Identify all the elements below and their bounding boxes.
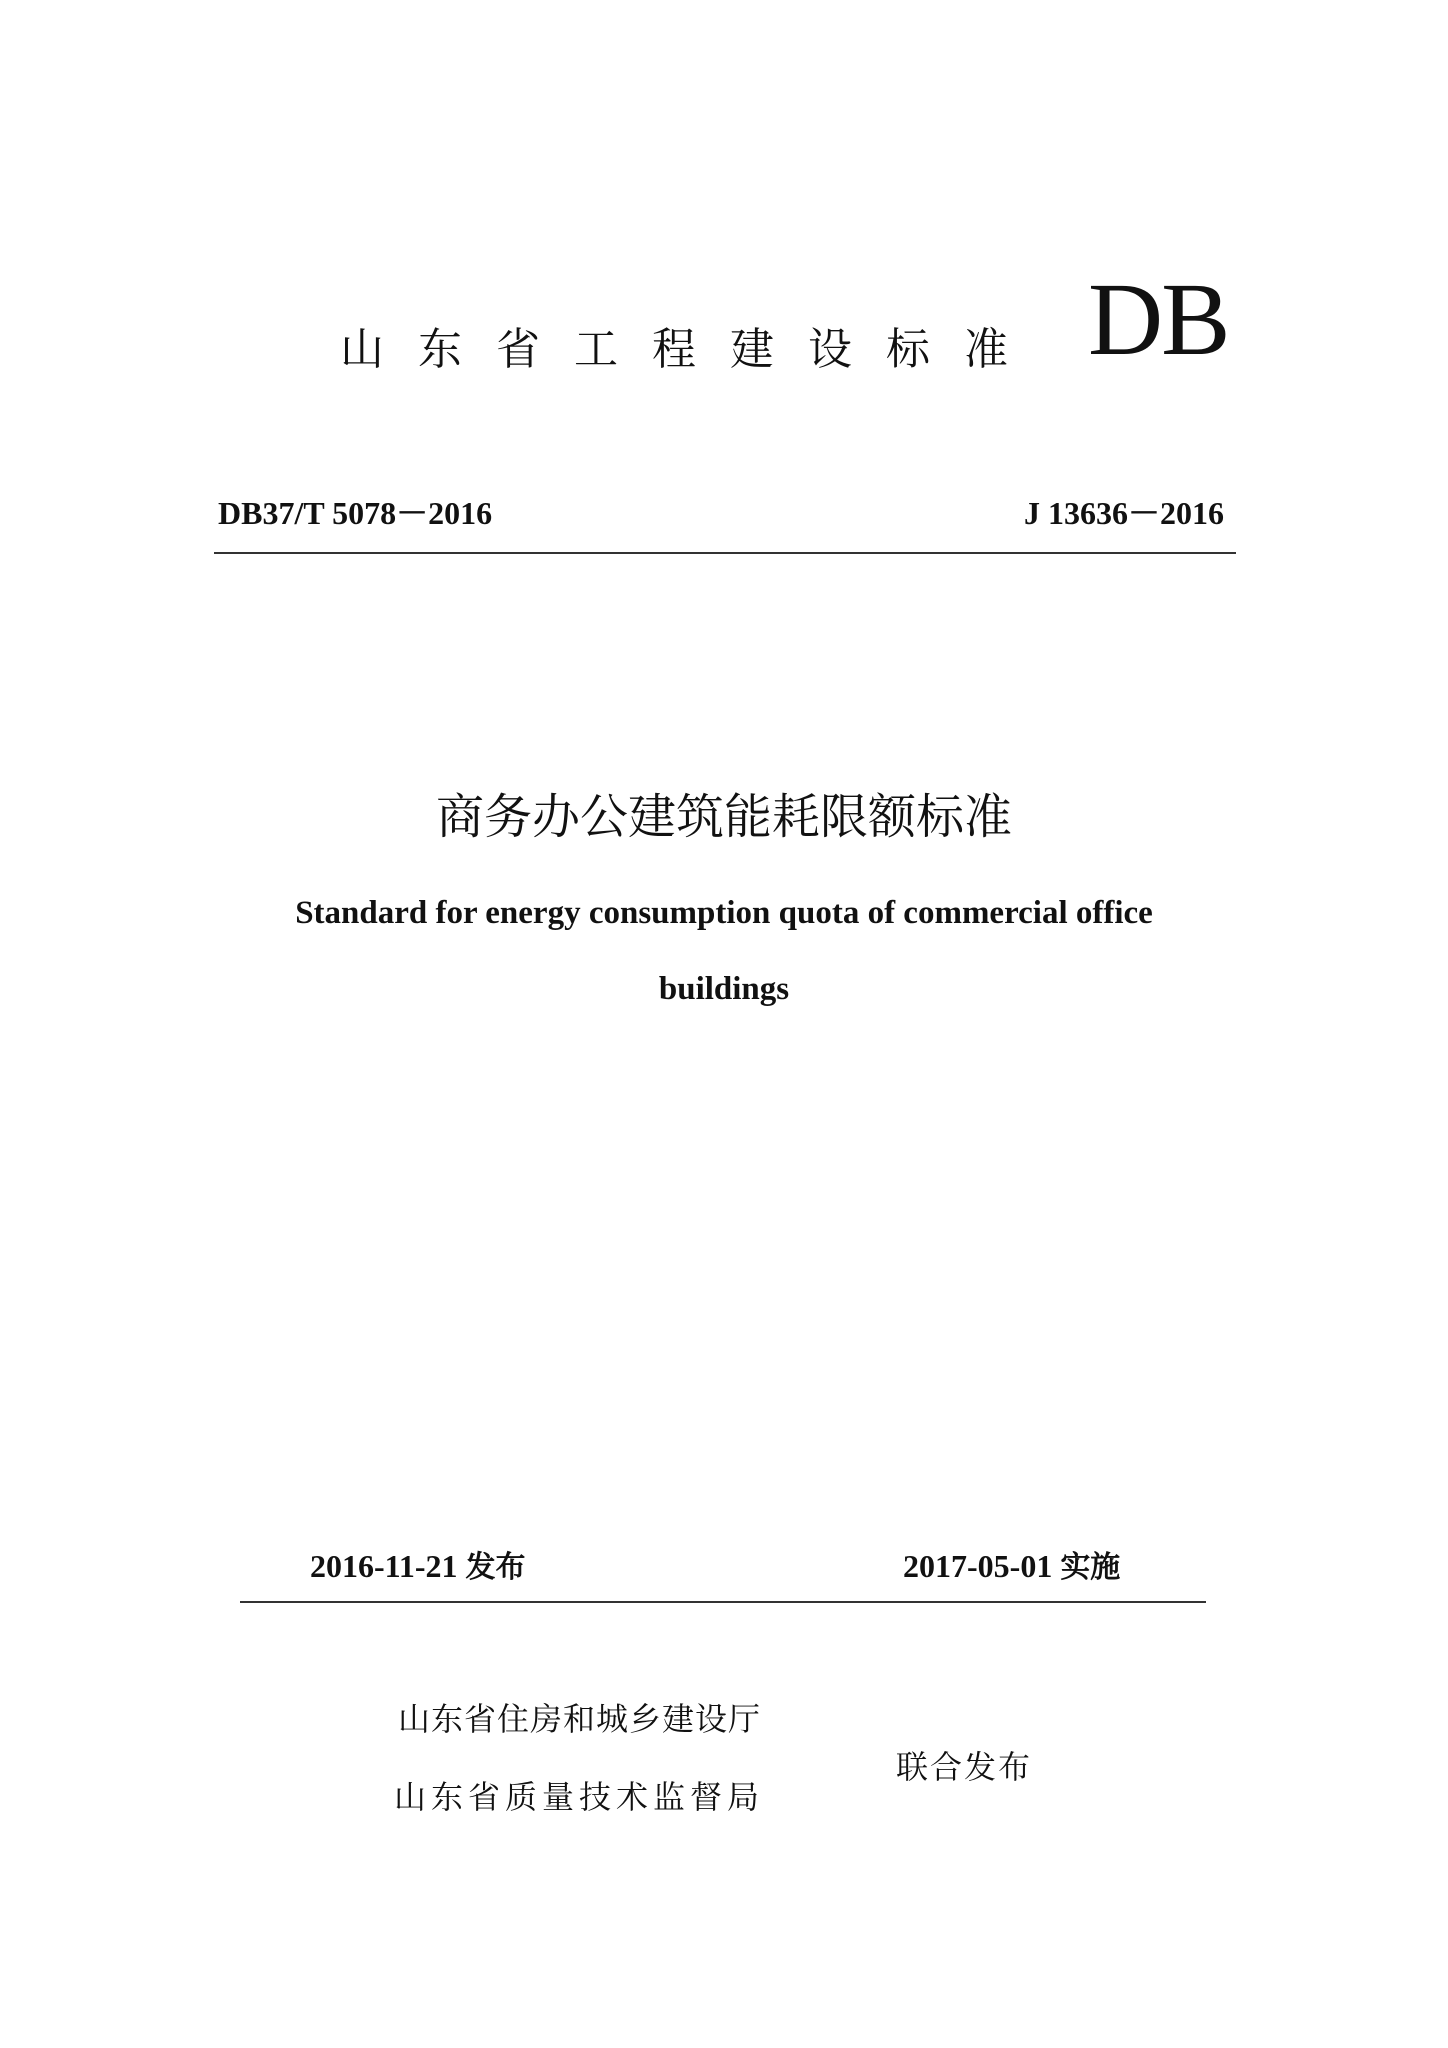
implementation-date: 2017-05-01 bbox=[903, 1548, 1053, 1584]
english-title-line-2: buildings bbox=[658, 971, 790, 1007]
top-divider bbox=[214, 552, 1236, 554]
issue-date: 2016-11-21 bbox=[310, 1548, 458, 1584]
issuer-housing-department: 山东省住房和城乡建设厅 bbox=[398, 1700, 762, 1738]
implementation-label: 实施 bbox=[1060, 1550, 1121, 1585]
issuer-quality-bureau: 山东省质量技术监督局 bbox=[394, 1778, 765, 1816]
chinese-title: 商务办公建筑能耗限额标准 bbox=[435, 789, 1012, 845]
standard-number: DB37/T 5078－2016 bbox=[218, 495, 493, 531]
issue-label: 发布 bbox=[465, 1550, 526, 1585]
db-mark: DB bbox=[1088, 262, 1229, 377]
series-title: 山东省工程建设标准 bbox=[340, 324, 1042, 375]
record-number: J 13636－2016 bbox=[1023, 495, 1224, 531]
joint-issue-label: 联合发布 bbox=[896, 1748, 1033, 1786]
issue-date-block bbox=[310, 1550, 526, 1583]
implementation-date-block bbox=[903, 1550, 1120, 1583]
bottom-divider bbox=[240, 1601, 1206, 1603]
english-title-line-1: Standard for energy consumption quota of commercial office bbox=[295, 895, 1153, 931]
